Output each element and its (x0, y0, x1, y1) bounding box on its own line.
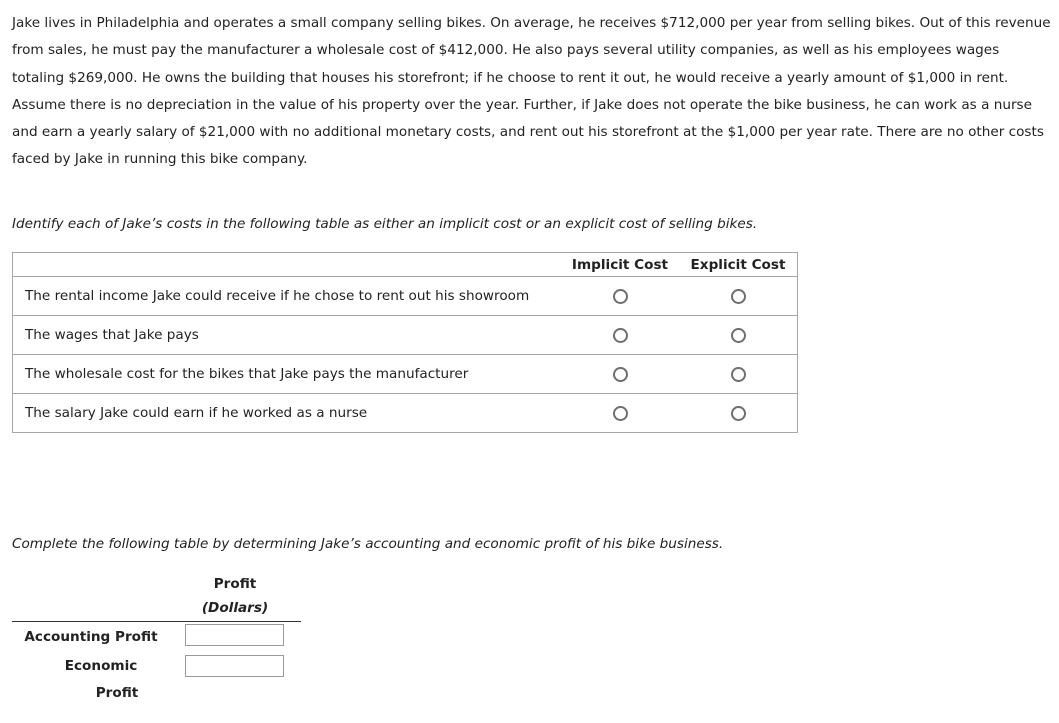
problem-statement: Jake lives in Philadelphia and operates a small company selling bikes. On average, he receives $712,000 per year from selling bikes. Out of this revenue from sales, he must pay the manufacturer a wholesale cost of $412,000. He also pays several utility companies, as well as his employees wages totaling $269,000. He owns the building that houses his storefront; if he choose to rent it out, he would receive a yearly amount of $1,000 in rent. Assume there is no depreciation in the value of his property over the year. Further, if Jake does not operate the bike business, he can work as a nurse and earn a yearly salary of $21,000 with no additional monetary costs, and rent out his storefront at the $1,000 per year rate. There are no other costs faced by Jake in running this bike company. (12, 15, 1051, 168)
cost-question-prompt: Identify each of Jake’s costs in the following table as either an implicit cost or an explicit cost of selling bikes. (12, 216, 758, 232)
explicit-radio-button[interactable] (731, 406, 746, 421)
profit-units-header: (Dollars) (201, 600, 269, 616)
economic-profit-label-continued: Profit (95, 685, 139, 701)
implicit-radio-button[interactable] (613, 328, 628, 343)
cost-item-label: The wages that Jake pays (13, 316, 562, 355)
profit-column-header: Profit (213, 576, 257, 592)
explicit-cell (679, 316, 798, 355)
cost-item-label: The wholesale cost for the bikes that Jake pays the manufacturer (13, 355, 562, 394)
header-divider (12, 621, 301, 622)
cost-item-label: The salary Jake could earn if he worked as a nurse (25, 405, 368, 421)
explicit-cell (679, 394, 798, 433)
cost-description-header (13, 253, 562, 277)
explicit-radio-button[interactable] (731, 289, 746, 304)
profit-question-prompt: Complete the following table by determining Jake’s accounting and economic profit of his bike business. (12, 536, 724, 552)
table-row (13, 394, 798, 433)
implicit-cost-header: Implicit Cost (561, 253, 679, 277)
implicit-cell (561, 277, 679, 316)
table-row (13, 316, 798, 355)
accounting-profit-input[interactable] (185, 624, 284, 646)
implicit-radio-button[interactable] (613, 289, 628, 304)
explicit-cell (679, 277, 798, 316)
implicit-cell (561, 355, 679, 394)
accounting-profit-label: Accounting Profit (24, 629, 158, 645)
explicit-radio-button[interactable] (731, 367, 746, 382)
explicit-cost-header: Explicit Cost (679, 253, 798, 277)
implicit-radio-button[interactable] (613, 367, 628, 382)
implicit-cell (561, 394, 679, 433)
table-row (13, 277, 798, 316)
table-row (13, 355, 798, 394)
implicit-radio-button[interactable] (613, 406, 628, 421)
economic-profit-input[interactable] (185, 655, 284, 677)
economic-profit-label: Economic (64, 658, 138, 674)
explicit-radio-button[interactable] (731, 328, 746, 343)
cost-item-label: The rental income Jake could receive if he chose to rent out his showroom (13, 277, 562, 316)
explicit-cell (679, 355, 798, 394)
table-header-row (13, 253, 798, 277)
implicit-cell (561, 316, 679, 355)
cost-classification-table (12, 252, 798, 433)
